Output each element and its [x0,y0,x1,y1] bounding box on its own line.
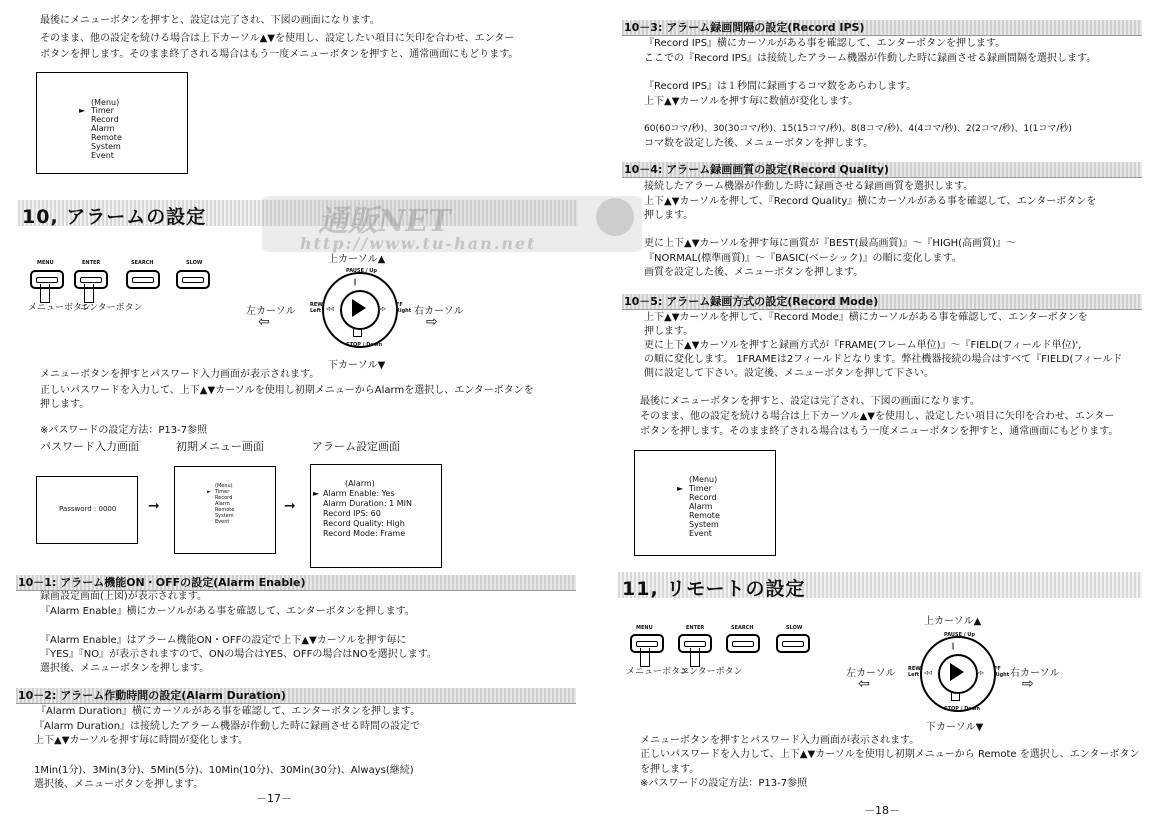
initial-menu-screen [174,466,276,554]
s104-line-6: 『NORMAL(標準画質)』～『BASIC(ベーシック)』の順に変化します。 [644,253,962,264]
alarm-menu-enable: Alarm Enable: Yes [323,489,395,498]
ff-label: FF Right [396,302,412,314]
stop-label-2: STOP / Down [944,706,980,712]
slow-button [176,270,210,289]
s105-line-9: ボタンを押します。そのまま終了される場合はもう一度メニューボタンを押すと、通常画面にもどります。 [640,426,1119,437]
right-cursor-label-2: 右カーソル [1010,668,1060,679]
arrow-right-icon-1: ➞ [148,498,160,514]
s104-line-1: 接続したアラーム機器が作動した時に録画させる録画画質を選択します。 [644,181,974,192]
section-11-title: 11, リモートの設定 [622,578,806,600]
section-10-title: 10, アラームの設定 [22,206,207,228]
stop-icon [353,328,362,337]
small-menu-alarm: Alarm [215,501,230,507]
menu-item-record: Record [91,115,119,124]
password-note: ※パスワードの設定方法：P13-7参照 [40,425,208,436]
pause-icon: ∥ [353,278,357,286]
s103-line-4: 『Record IPS』は１秒間に録画するコマ数をあらわします。 [644,81,917,92]
menu2-cursor-icon: ► [677,484,684,493]
intro-line-1: 最後にメニューボタンを押すと、設定は完了され、下図の画面になります。 [40,15,380,26]
small-menu-title: (Menu) [215,483,233,489]
screen-label-alarm: アラーム設定画面 [312,440,400,453]
right-arrow-icon-2: ⇨ [1022,676,1034,692]
s102-line-1: 『Alarm Duration』横にカーソルがある事を確認して、エンターボタンを押します。 [36,706,421,717]
s101-line-4: 『Alarm Enable』はアラーム機能ON・OFFの設定で上下▲▼カーソルを押す毎に [40,635,407,646]
alarm-menu-title: (Alarm) [345,479,375,488]
menu-item-system: System [91,142,121,151]
s103-line-2: ここでの『Record IPS』は接続したアラーム機器が作動した時に録画させる録画間隔を選択します。 [644,53,1097,64]
s101-line-2: 『Alarm Enable』横にカーソルがある事を確認して、エンターボタンを押します。 [40,606,415,617]
menu2-item-event: Event [689,529,712,538]
play-icon [350,297,368,319]
s104-line-3: 押します。 [644,210,694,221]
down-cursor-label: 下カーソル▼ [328,360,386,371]
up-cursor-label: 上カーソル▲ [328,254,386,265]
rew-label-2: REW Left [908,666,921,678]
s101-line-1: 録画設定画面(上図)が表示されます。 [40,591,208,602]
slow-button-label: SLOW [186,260,203,266]
stop-label: STOP / Down [346,342,382,348]
alarm-menu-quality: Record Quality: High [323,519,405,528]
small-menu-event: Event [215,519,230,525]
menu-item-remote: Remote [91,133,122,142]
small-menu-remote: Remote [215,507,235,513]
s104-line-2: 上下▲▼カーソルを押して、『Record Quality』横にカーソルがある事を確認して、エンターボタンを [644,196,1097,207]
right-arrow-icon: ⇨ [426,314,438,330]
s102-line-2: 『Alarm Duration』は接続したアラーム機器が作動した時に録画させる時間の設定で [34,721,421,732]
s105-line-1: 上下▲▼カーソルを押して、『Record Mode』横にカーソルがある事を確認して、エンターボタンを [644,312,1088,323]
para1-line-2: 正しいパスワードを入力して、上下▲▼カーソルを使用し初期メニューからAlarmを選択し、エンターボタンを [40,385,534,396]
page-number-18: －18－ [864,804,900,817]
slow-button-2 [776,634,810,653]
rew-label: REW Left [310,302,323,314]
menu2-item-timer: Timer [689,484,712,493]
stop-icon-2 [951,692,960,701]
s105-line-8: そのまま、他の設定を続ける場合は上下カーソル▲▼を使用し、設定したい項目に矢印を合わせ、エンター [640,411,1115,422]
s102-line-6: 選択後、メニューボタンを押します。 [34,779,204,790]
para1-line-3: 押します。 [40,399,90,410]
alarm-menu-ips: Record IPS: 60 [323,509,381,518]
fast-forward-icon: ▹▹ [378,304,387,313]
para1-line-1: メニューボタンを押すとパスワード入力画面が表示されます。 [40,369,320,380]
intro-line-2: そのまま、他の設定を続ける場合は上下カーソル▲▼を使用し、設定したい項目に矢印を合わせ、エンター [40,33,515,44]
enter-button-2-caption: エンターボタン [680,667,743,677]
menu-button-2-label: MENU [636,625,653,631]
screen-label-password: パスワード入力画面 [40,440,139,453]
alarm-menu-mode: Record Mode: Frame [323,529,406,538]
s105-line-5: 側に設定して下さい。設定後、メニューボタンを押して下さい。 [644,368,934,379]
pause-icon-2: ∥ [951,642,955,650]
s102-title: 10－2: アラーム作動時間の設定(Alarm Duration) [18,689,286,702]
screen-label-initial-menu: 初期メニュー画面 [176,440,264,453]
s104-line-5: 更に上下▲▼カーソルを押す毎に画質が『BEST(最高画質)』～『HIGH(高画質)』～ [644,238,1016,249]
enter-button-caption: エンターボタン [80,303,143,313]
left-cursor-label-2: 左カーソル [846,668,896,679]
rewind-icon-2: ◃◃ [924,668,933,677]
menu-cursor-icon: ► [79,106,86,115]
para2-line-2: 正しいパスワードを入力して、上下▲▼カーソルを使用し初期メニューから Remote を選択し、エンターボタン [640,749,1140,760]
pause-label-2: PAUSE / Up [944,632,975,638]
menu2-item-remote: Remote [689,511,720,520]
menu-button-2-caption: メニューボタン [626,667,690,677]
right-cursor-label: 右カーソル [414,306,464,317]
menu-button-caption: メニューボタン [28,303,92,313]
rewind-icon: ◃◃ [326,304,335,313]
menu-item-event: Event [91,151,114,160]
down-cursor-label-2: 下カーソル▼ [926,722,984,733]
s105-line-3: 更に上下▲▼カーソルを押すと録画方式が『FRAME(フレーム単位)』～『FIELD(フィールド単位)', [644,340,1082,351]
arrow-right-icon-2: ➞ [284,498,296,514]
para2-line-3: を押します。 [640,764,700,775]
s104-title: 10－4: アラーム録画画質の設定(Record Quality) [624,163,889,176]
menu2-title: (Menu) [689,475,718,484]
s105-line-4: の順に変化します。 1FRAMEは2フィールドとなります。弊社機器接続の場合はすべて『FIELD(フィールド [644,354,1123,365]
pause-label: PAUSE / Up [346,268,377,274]
watermark-url: http://www.tu-han.net [300,234,537,253]
left-arrow-icon: ⇦ [258,314,270,330]
small-menu-system: System [215,513,234,519]
alarm-menu-duration: Alarm Duration: 1 MIN [323,499,412,508]
left-arrow-icon-2: ⇦ [858,676,870,692]
para2-line-4: ※パスワードの設定方法：P13-7参照 [640,778,808,789]
intro-line-3: ボタンを押します。そのまま終了される場合はもう一度メニューボタンを押すと、通常画面にもどります。 [40,49,519,60]
search-button [126,270,160,289]
search-button-2 [726,634,760,653]
menu-item-timer: Timer [91,106,114,115]
s101-line-6: 選択後、メニューボタンを押します。 [40,663,210,674]
s103-line-1: 『Record IPS』横にカーソルがある事を確認して、エンターボタンを押します。 [644,38,1006,49]
small-menu-record: Record [215,495,233,501]
enter-button-2-label: ENTER [686,625,705,631]
menu2-item-alarm: Alarm [689,502,713,511]
password-value: Password : 0000 [59,505,117,513]
watermark-main: 通販NET [318,204,451,239]
menu2-item-system: System [689,520,719,529]
s102-line-3: 上下▲▼カーソルを押す毎に時間が変化します。 [34,735,249,746]
s105-line-2: 押します。 [644,326,694,337]
menu-screen-2 [634,450,776,556]
menu-screen-1 [36,72,188,174]
small-menu-timer: Timer [215,489,230,495]
s103-line-8: コマ数を設定した後、メニューボタンを押します。 [644,138,874,149]
search-button-label: SEARCH [131,260,154,266]
para2-line-1: メニューボタンを押すとパスワード入力画面が表示されます。 [640,735,920,746]
watermark-logo-icon [596,198,634,236]
alarm-menu-cursor-icon: ► [313,489,320,498]
menu2-item-record: Record [689,493,717,502]
slow-button-2-label: SLOW [786,625,803,631]
menu-button-label: MENU [37,260,54,266]
up-cursor-label-2: 上カーソル▲ [924,616,982,627]
small-menu-cursor-icon: ► [207,489,211,495]
play-icon-2 [948,661,966,683]
ff-label-2: FF Right [994,666,1010,678]
enter-button-label: ENTER [82,260,101,266]
search-button-2-label: SEARCH [731,625,754,631]
s104-line-7: 画質を設定した後、メニューボタンを押します。 [644,267,864,278]
menu-item-alarm: Alarm [91,124,115,133]
left-cursor-label: 左カーソル [246,306,296,317]
s103-line-5: 上下▲▼カーソルを押す毎に数値が変化します。 [644,96,859,107]
password-screen [36,476,138,544]
s105-title: 10－5: アラーム録画方式の設定(Record Mode) [624,295,879,308]
s102-line-5: 1Min(1分)、3Min(3分)、5Min(5分)、10Min(10分)、30Min(30分)、Always(継続) [34,765,414,776]
page-number-17: －17－ [256,792,292,805]
menu-title: (Menu) [91,98,120,107]
s101-line-5: 『YES』『NO』が表示されますので、ONの場合はYES、OFFの場合はNOを選択します。 [40,649,437,660]
s101-title: 10－1: アラーム機能ON・OFFの設定(Alarm Enable) [18,576,306,589]
s105-line-7: 最後にメニューボタンを押すと、設定は完了され、下図の画面になります。 [640,396,980,407]
s103-title: 10－3: アラーム録画間隔の設定(Record IPS) [624,21,865,34]
fast-forward-icon-2: ▹▹ [976,668,985,677]
s103-line-7: 60(60コマ/秒)、30(30コマ/秒)、15(15コマ/秒)、8(8コマ/秒)、4(4コマ/秒)、2(2コマ/秒)、1(1コマ/秒) [644,124,1072,134]
alarm-settings-screen [310,464,442,568]
